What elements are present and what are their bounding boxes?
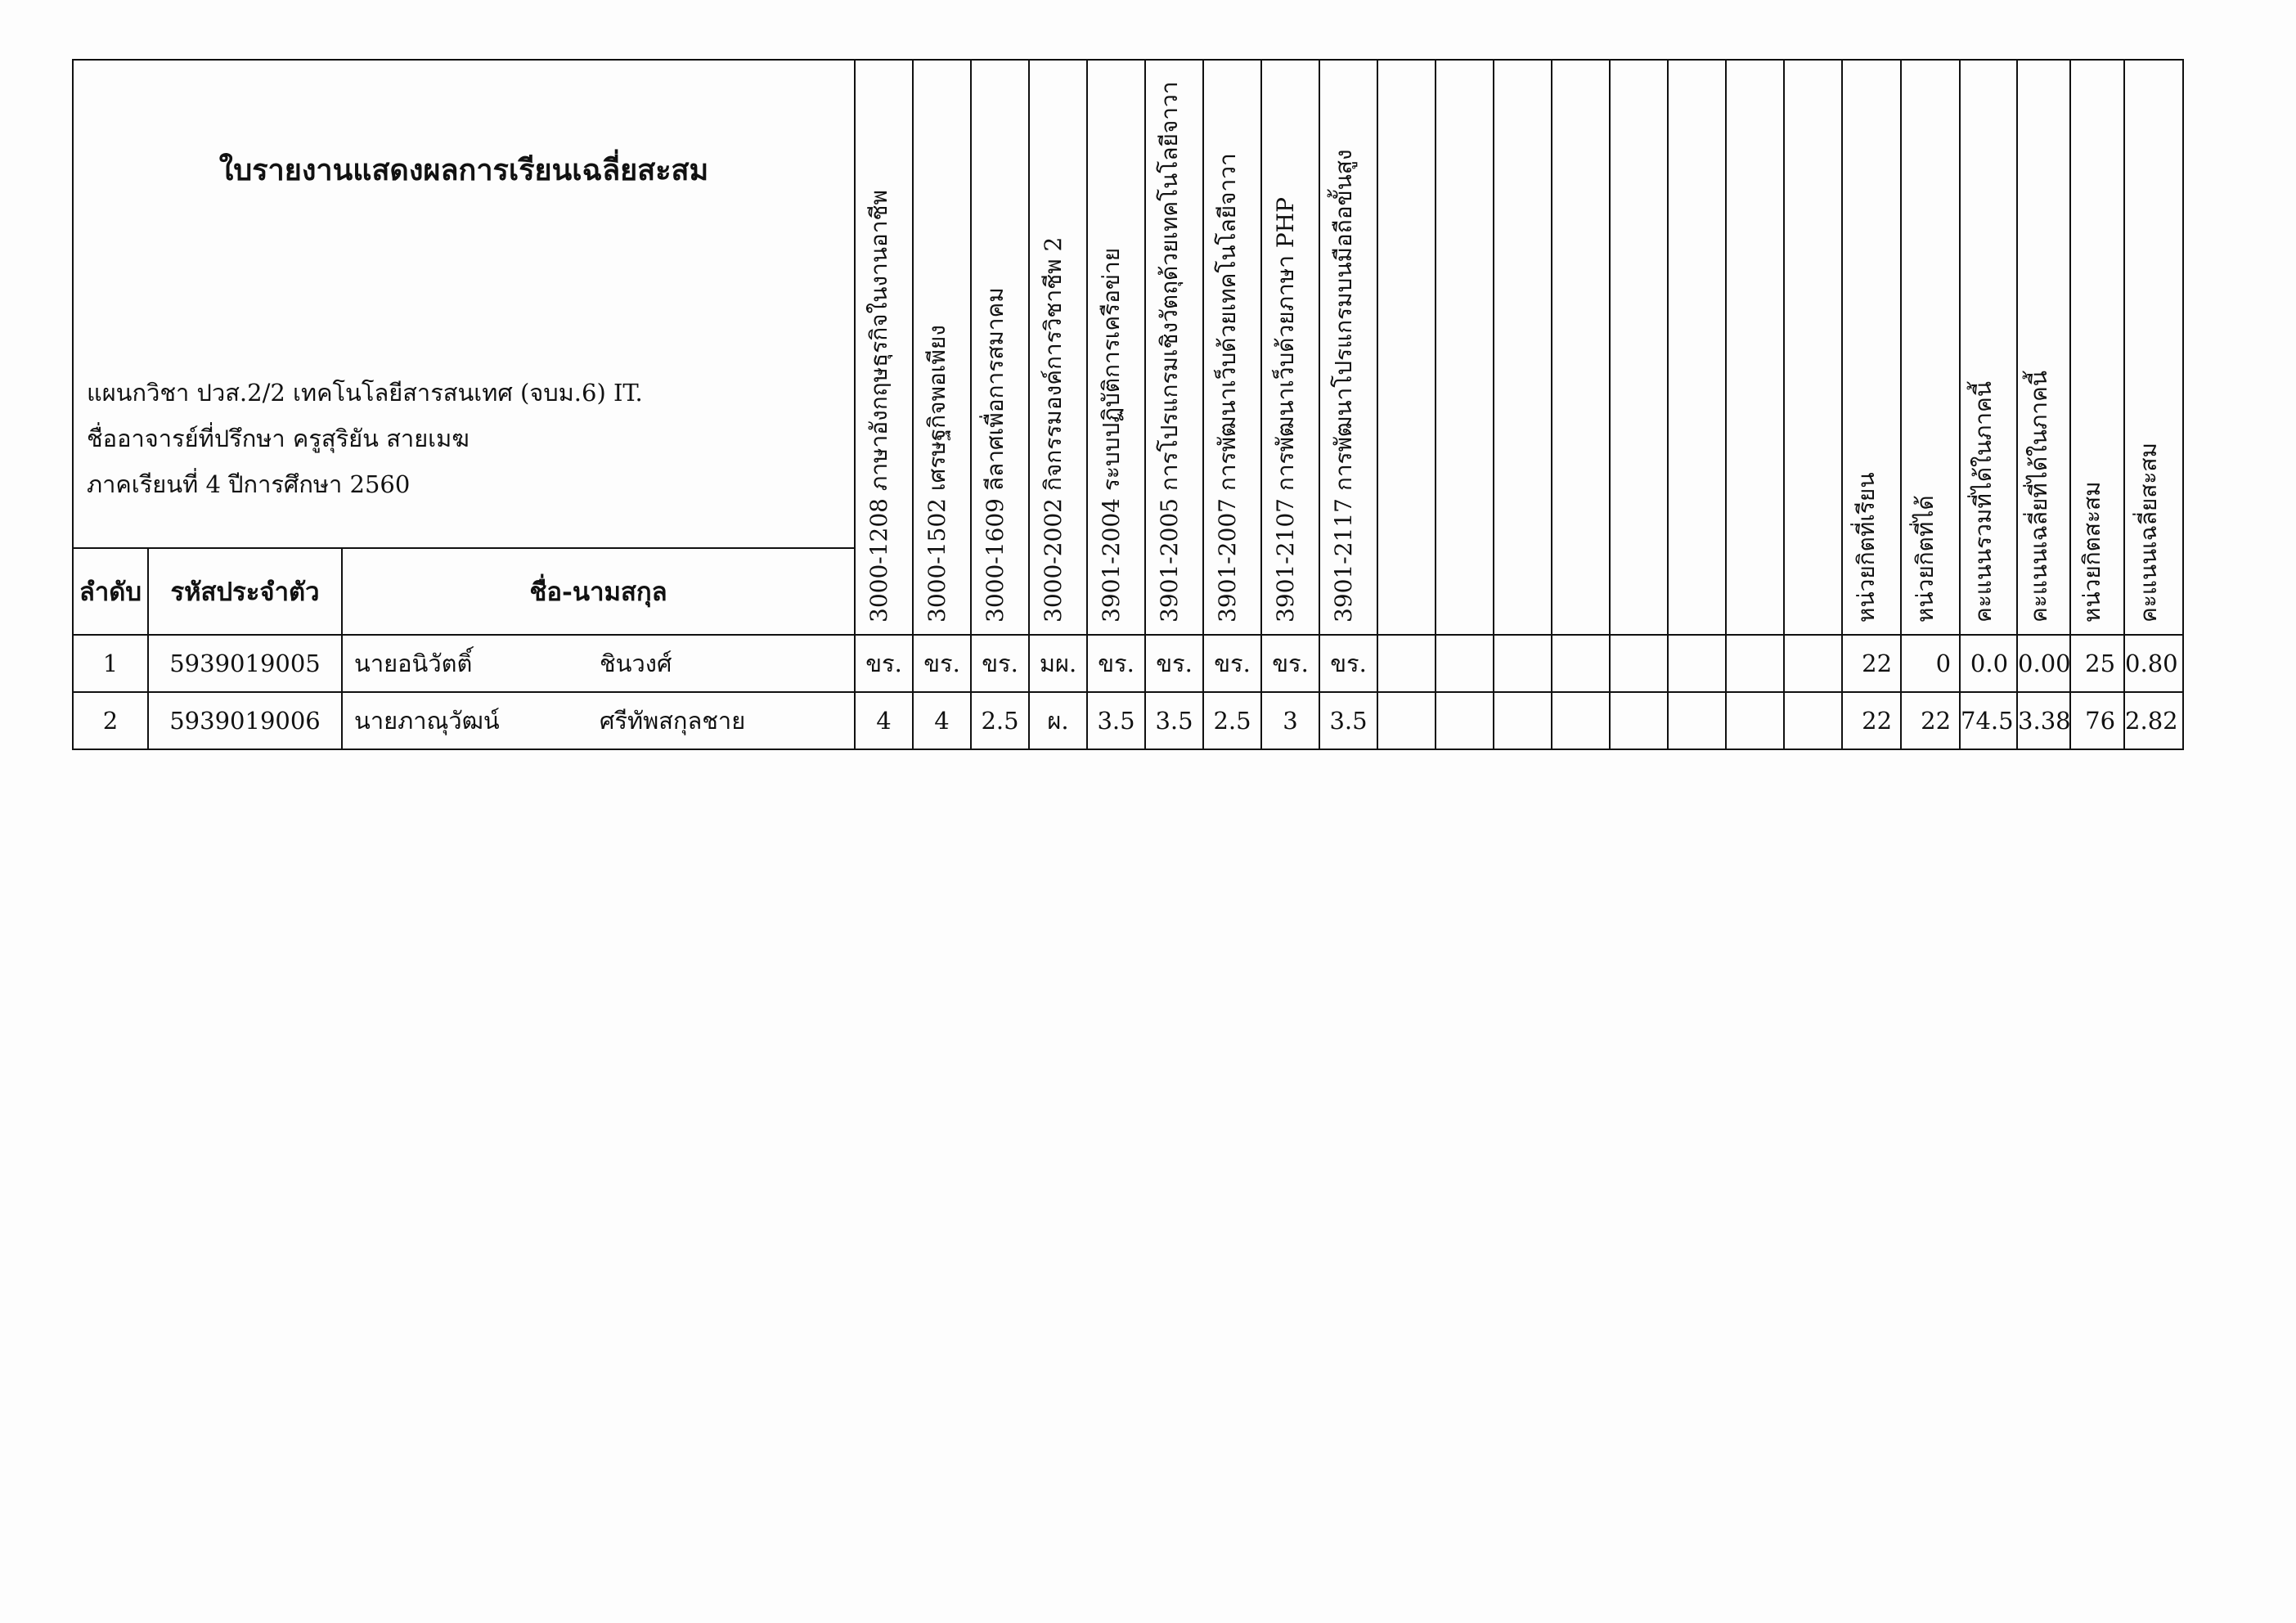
subject-column-header-12	[1494, 60, 1552, 635]
report-info	[87, 370, 643, 507]
summary-column-header-6	[2124, 60, 2183, 635]
grade-cell: 4	[913, 692, 971, 749]
student-last-name: ชินวงศ์	[600, 650, 672, 677]
grade-cell	[1552, 692, 1610, 749]
grade-cell	[1668, 635, 1726, 692]
student-name-cell	[342, 635, 855, 692]
subject-column-header-8-label: 3901-2107 การพัฒนาเว็บด้วยภาษา PHP	[1271, 197, 1299, 623]
grade-cell: ขร.	[1145, 635, 1203, 692]
grade-cell	[1552, 635, 1610, 692]
summary-cell: 22	[1842, 692, 1901, 749]
student-name-cell	[342, 692, 855, 749]
subject-column-header-1-label: 3000-1208 ภาษาอังกฤษธุรกิจในงานอาชีพ	[865, 190, 892, 623]
summary-cell: 74.5	[1960, 692, 2017, 749]
summary-column-header-6-label: คะแนนเฉลี่ยสะสม	[2135, 443, 2163, 623]
summary-column-header-4-label: คะแนนเฉลี่ยที่ได้ในภาคนี้	[2024, 371, 2052, 623]
subject-column-header-13	[1552, 60, 1610, 635]
grade-cell	[1436, 692, 1494, 749]
department-line: แผนกวิชา ปวส.2/2 เทคโนโลยีสารสนเทศ (จบม.6) IT.	[87, 379, 643, 407]
summary-cell: 0.0	[1960, 635, 2017, 692]
subject-column-header-14	[1610, 60, 1668, 635]
subject-column-header-6-label: 3901-2005 การโปรแกรมเชิงวัตถุด้วยเทคโนโลยีจาวา	[1155, 81, 1183, 623]
table-row	[73, 635, 2183, 692]
grade-cell	[1668, 692, 1726, 749]
student-no-cell: 2	[73, 692, 148, 749]
column-header-no: ลำดับ	[73, 548, 148, 635]
grade-cell: ขร.	[1261, 635, 1319, 692]
subject-column-header-8	[1261, 60, 1319, 635]
student-first-name: นายอนิวัตติ์	[354, 650, 473, 677]
subject-column-header-2	[913, 60, 971, 635]
subject-column-header-5-label: 3901-2004 ระบบปฏิบัติการเครือข่าย	[1097, 247, 1125, 623]
subject-column-header-3-label: 3000-1609 ลีลาศเพื่อการสมาคม	[981, 287, 1009, 623]
summary-cell: 22	[1901, 692, 1960, 749]
subject-column-header-2-label: 3000-1502 เศรษฐกิจพอเพียง	[923, 325, 950, 623]
grade-cell	[1610, 692, 1668, 749]
subject-column-header-1	[855, 60, 913, 635]
summary-cell: 76	[2070, 692, 2124, 749]
summary-column-header-5-label: หน่วยกิตสะสม	[2078, 481, 2106, 623]
grade-cell	[1377, 692, 1436, 749]
student-id-cell: 5939019005	[148, 635, 342, 692]
summary-cell: 22	[1842, 635, 1901, 692]
student-no-cell: 1	[73, 635, 148, 692]
table-row	[73, 692, 2183, 749]
grade-cell	[1494, 692, 1552, 749]
report-header-cell	[73, 60, 855, 548]
grade-report-sheet	[72, 59, 2184, 750]
grade-cell: ขร.	[913, 635, 971, 692]
grade-cell: 2.5	[971, 692, 1029, 749]
subject-column-header-7-label: 3901-2007 การพัฒนาเว็บด้วยเทคโนโลยีจาวา	[1213, 153, 1241, 623]
grade-cell	[1610, 635, 1668, 692]
summary-cell: 0.00	[2017, 635, 2070, 692]
column-header-student-id: รหัสประจำตัว	[148, 548, 342, 635]
summary-cell: 3.38	[2017, 692, 2070, 749]
summary-column-header-1-label: หน่วยกิตที่เรียน	[1853, 472, 1880, 623]
column-header-name: ชื่อ-นามสกุล	[342, 548, 855, 635]
grade-report-table	[72, 59, 2184, 750]
subject-column-header-4-label: 3000-2002 กิจกรรมองค์การวิชาชีพ 2	[1039, 236, 1067, 623]
grade-cell: ขร.	[1087, 635, 1145, 692]
subject-column-header-15	[1668, 60, 1726, 635]
grade-cell	[1494, 635, 1552, 692]
summary-column-header-2	[1901, 60, 1960, 635]
subject-column-header-7	[1203, 60, 1261, 635]
grade-cell: ขร.	[855, 635, 913, 692]
grade-cell: 3.5	[1319, 692, 1377, 749]
grade-cell: 2.5	[1203, 692, 1261, 749]
subject-column-header-10	[1377, 60, 1436, 635]
grade-cell: ขร.	[971, 635, 1029, 692]
summary-column-header-1	[1842, 60, 1901, 635]
grade-cell	[1377, 635, 1436, 692]
grade-cell: 3.5	[1087, 692, 1145, 749]
student-first-name: นายภาณุวัฒน์	[354, 707, 500, 735]
summary-column-header-4	[2017, 60, 2070, 635]
subject-column-header-6	[1145, 60, 1203, 635]
grade-cell	[1784, 692, 1842, 749]
grade-cell: มผ.	[1029, 635, 1087, 692]
grade-cell: 4	[855, 692, 913, 749]
student-id-cell: 5939019006	[148, 692, 342, 749]
student-last-name: ศรีทัพสกุลชาย	[600, 707, 746, 735]
subject-column-header-16	[1726, 60, 1784, 635]
summary-column-header-3-label: คะแนนรวมที่ได้ในภาคนี้	[1970, 381, 1997, 623]
summary-column-header-3	[1960, 60, 2017, 635]
advisor-line: ชื่ออาจารย์ที่ปรึกษา ครูสุริยัน สายเมฆ	[87, 425, 470, 452]
grade-cell	[1726, 635, 1784, 692]
summary-cell: 25	[2070, 635, 2124, 692]
grade-cell: ผ.	[1029, 692, 1087, 749]
subject-column-header-4	[1029, 60, 1087, 635]
grade-cell: ขร.	[1319, 635, 1377, 692]
semester-line: ภาคเรียนที่ 4 ปีการศึกษา 2560	[87, 470, 411, 498]
summary-cell: 2.82	[2124, 692, 2183, 749]
subject-column-header-3	[971, 60, 1029, 635]
report-title: ใบรายงานแสดงผลการเรียนเฉลี่ยสะสม	[218, 153, 709, 187]
grade-cell	[1436, 635, 1494, 692]
grade-cell: ขร.	[1203, 635, 1261, 692]
grade-cell	[1726, 692, 1784, 749]
subject-column-header-11	[1436, 60, 1494, 635]
summary-column-header-5	[2070, 60, 2124, 635]
summary-column-header-2-label: หน่วยกิตที่ได้	[1912, 495, 1939, 623]
summary-cell: 0.80	[2124, 635, 2183, 692]
grade-cell	[1784, 635, 1842, 692]
subject-column-header-17	[1784, 60, 1842, 635]
grade-cell: 3.5	[1145, 692, 1203, 749]
summary-cell: 0	[1901, 635, 1960, 692]
subject-column-header-9	[1319, 60, 1377, 635]
subject-column-header-9-label: 3901-2117 การพัฒนาโปรแกรมบนมือถือขั้นสูง	[1329, 149, 1357, 623]
subject-column-header-5	[1087, 60, 1145, 635]
grade-cell: 3	[1261, 692, 1319, 749]
